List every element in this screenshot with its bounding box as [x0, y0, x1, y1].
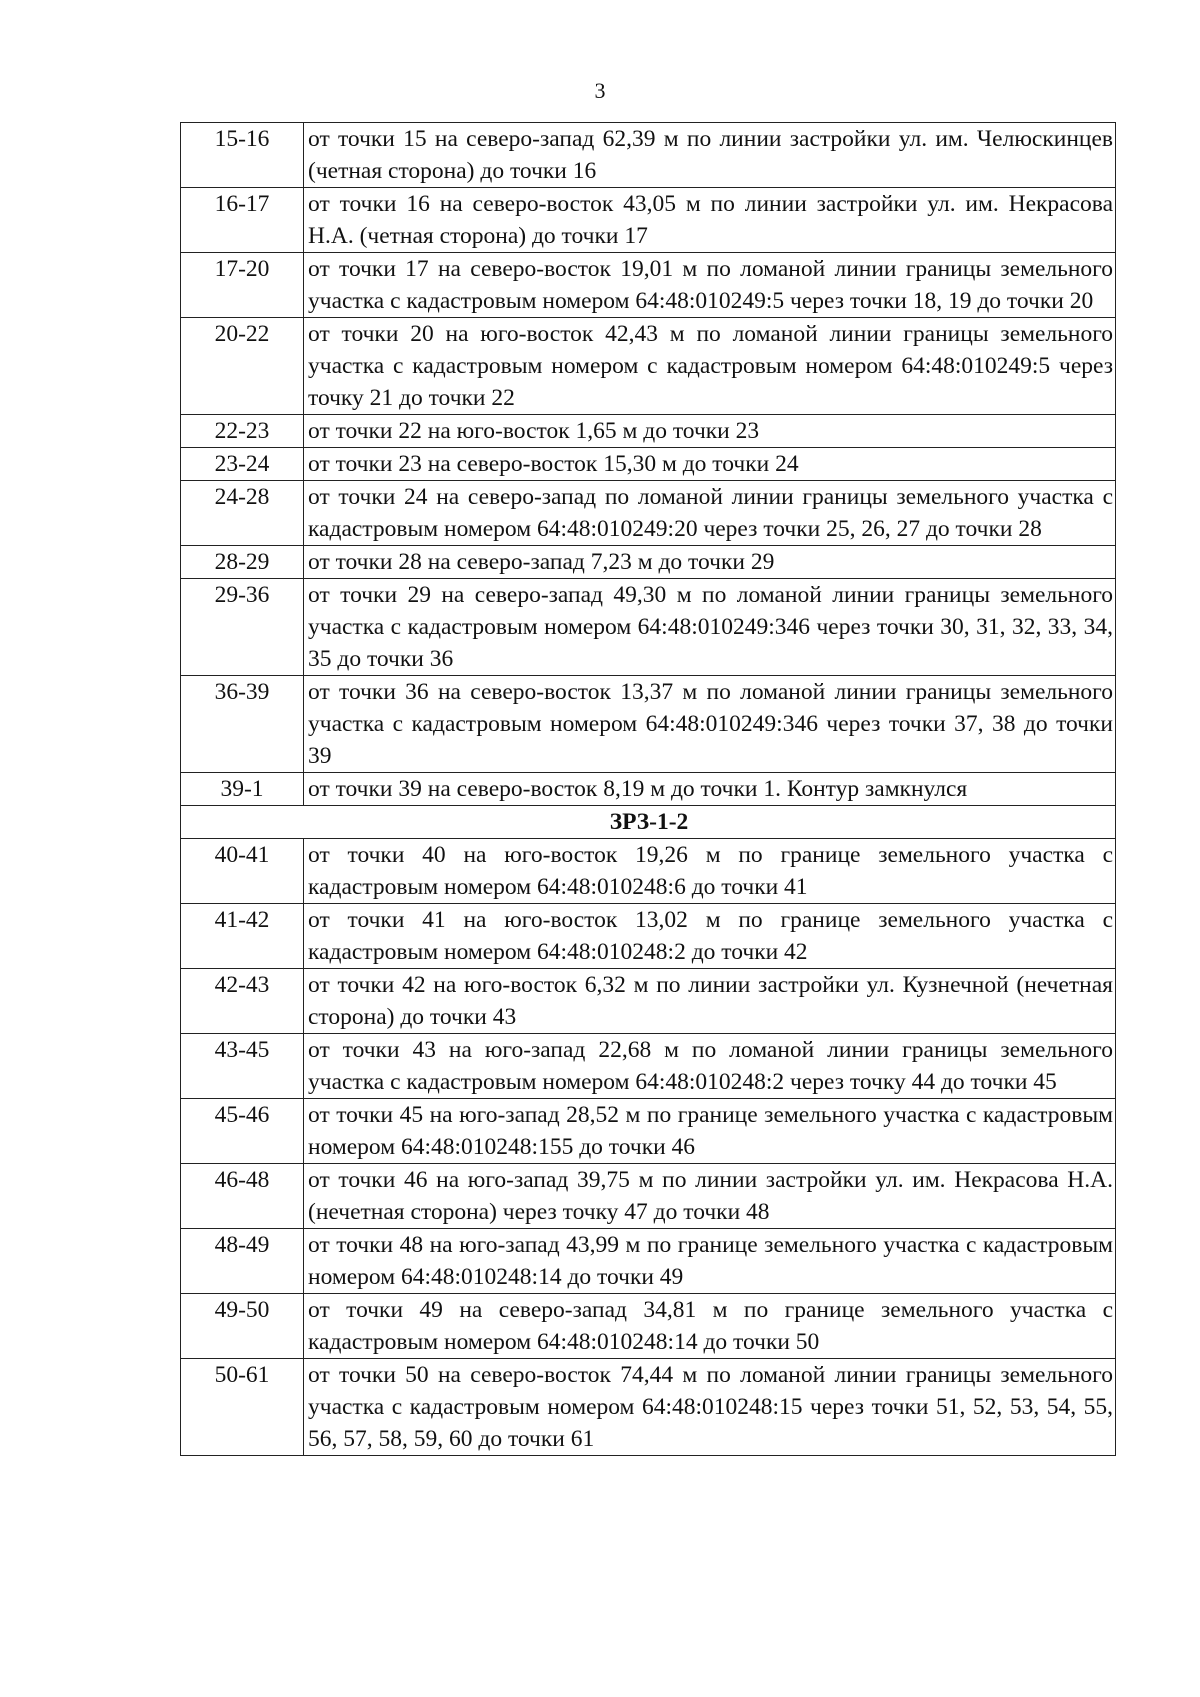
boundary-description-table [180, 122, 1116, 1456]
table-row [181, 1034, 1116, 1099]
table-row [181, 839, 1116, 904]
segment-id-cell: 16-17 [181, 188, 304, 253]
segment-description-cell: от точки 46 на юго-запад 39,75 м по линии застройки ул. им. Некрасова Н.А. (нечетная сторона) через точку 47 до точки 48 [304, 1164, 1116, 1229]
table-row [181, 969, 1116, 1034]
table-row [181, 1359, 1116, 1456]
segment-id-cell: 40-41 [181, 839, 304, 904]
table-row [181, 773, 1116, 806]
segment-id-cell: 29-36 [181, 579, 304, 676]
segment-id-cell: 46-48 [181, 1164, 304, 1229]
segment-id-cell: 41-42 [181, 904, 304, 969]
table-row [181, 676, 1116, 773]
table-row [181, 188, 1116, 253]
segment-description-cell: от точки 16 на северо-восток 43,05 м по линии застройки ул. им. Некрасова Н.А. (четная сторона) до точки 17 [304, 188, 1116, 253]
table-row [181, 904, 1116, 969]
segment-id-cell: 15-16 [181, 123, 304, 188]
segment-id-cell: 22-23 [181, 415, 304, 448]
table-row [181, 1294, 1116, 1359]
table-row [181, 253, 1116, 318]
segment-id-cell: 42-43 [181, 969, 304, 1034]
segment-description-cell: от точки 45 на юго-запад 28,52 м по границе земельного участка с кадастровым номером 64:48:010248:155 до точки 46 [304, 1099, 1116, 1164]
segment-description-cell: от точки 43 на юго-запад 22,68 м по ломаной линии границы земельного участка с кадастровым номером 64:48:010248:2 через точку 44 до точки 45 [304, 1034, 1116, 1099]
table-row [181, 1164, 1116, 1229]
table-row [181, 546, 1116, 579]
segment-id-cell: 24-28 [181, 481, 304, 546]
segment-id-cell: 48-49 [181, 1229, 304, 1294]
segment-id-cell: 23-24 [181, 448, 304, 481]
segment-id-cell: 17-20 [181, 253, 304, 318]
segment-description-cell: от точки 48 на юго-запад 43,99 м по границе земельного участка с кадастровым номером 64:48:010248:14 до точки 49 [304, 1229, 1116, 1294]
segment-id-cell: 39-1 [181, 773, 304, 806]
table-row [181, 481, 1116, 546]
segment-description-cell: от точки 17 на северо-восток 19,01 м по ломаной линии границы земельного участка с кадастровым номером 64:48:010249:5 через точки 18, 19 до точки 20 [304, 253, 1116, 318]
page-number: 3 [594, 78, 606, 103]
segment-description-cell: от точки 15 на северо-запад 62,39 м по линии застройки ул. им. Челюскинцев (четная сторона) до точки 16 [304, 123, 1116, 188]
segment-id-cell: 49-50 [181, 1294, 304, 1359]
table-row [181, 579, 1116, 676]
table-body [181, 123, 1116, 1456]
segment-id-cell: 45-46 [181, 1099, 304, 1164]
segment-id-cell: 36-39 [181, 676, 304, 773]
segment-description-cell: от точки 20 на юго-восток 42,43 м по ломаной линии границы земельного участка с кадастровым номером с кадастровым номером 64:48:010249:5 через точку 21 до точки 22 [304, 318, 1116, 415]
table-row [181, 318, 1116, 415]
segment-description-cell: от точки 36 на северо-восток 13,37 м по ломаной линии границы земельного участка с кадастровым номером 64:48:010249:346 через точки 37, 38 до точки 39 [304, 676, 1116, 773]
table-row [181, 1099, 1116, 1164]
segment-description-cell: от точки 29 на северо-запад 49,30 м по ломаной линии границы земельного участка с кадастровым номером 64:48:010249:346 через точки 30, 31, 32, 33, 34, 35 до точки 36 [304, 579, 1116, 676]
segment-description-cell: от точки 50 на северо-восток 74,44 м по ломаной линии границы земельного участка с кадастровым номером 64:48:010248:15 через точки 51, 52, 53, 54, 55, 56, 57, 58, 59, 60 до точки 61 [304, 1359, 1116, 1456]
segment-description-cell: от точки 24 на северо-запад по ломаной линии границы земельного участка с кадастровым номером 64:48:010249:20 через точки 25, 26, 27 до точки 28 [304, 481, 1116, 546]
segment-description-cell: от точки 39 на северо-восток 8,19 м до точки 1. Контур замкнулся [304, 773, 1116, 806]
table-row [181, 415, 1116, 448]
segment-description-cell: от точки 49 на северо-запад 34,81 м по границе земельного участка с кадастровым номером 64:48:010248:14 до точки 50 [304, 1294, 1116, 1359]
table-row [181, 123, 1116, 188]
segment-id-cell: 43-45 [181, 1034, 304, 1099]
segment-description-cell: от точки 40 на юго-восток 19,26 м по границе земельного участка с кадастровым номером 64:48:010248:6 до точки 41 [304, 839, 1116, 904]
segment-description-cell: от точки 28 на северо-запад 7,23 м до точки 29 [304, 546, 1116, 579]
segment-id-cell: 20-22 [181, 318, 304, 415]
zone-heading-row [181, 806, 1116, 839]
table-row [181, 1229, 1116, 1294]
segment-description-cell: от точки 23 на северо-восток 15,30 м до точки 24 [304, 448, 1116, 481]
segment-id-cell: 50-61 [181, 1359, 304, 1456]
segment-description-cell: от точки 41 на юго-восток 13,02 м по границе земельного участка с кадастровым номером 64:48:010248:2 до точки 42 [304, 904, 1116, 969]
zone-heading: ЗРЗ-1-2 [181, 806, 1116, 839]
segment-id-cell: 28-29 [181, 546, 304, 579]
segment-description-cell: от точки 22 на юго-восток 1,65 м до точки 23 [304, 415, 1116, 448]
segment-description-cell: от точки 42 на юго-восток 6,32 м по линии застройки ул. Кузнечной (нечетная сторона) до точки 43 [304, 969, 1116, 1034]
table-row [181, 448, 1116, 481]
